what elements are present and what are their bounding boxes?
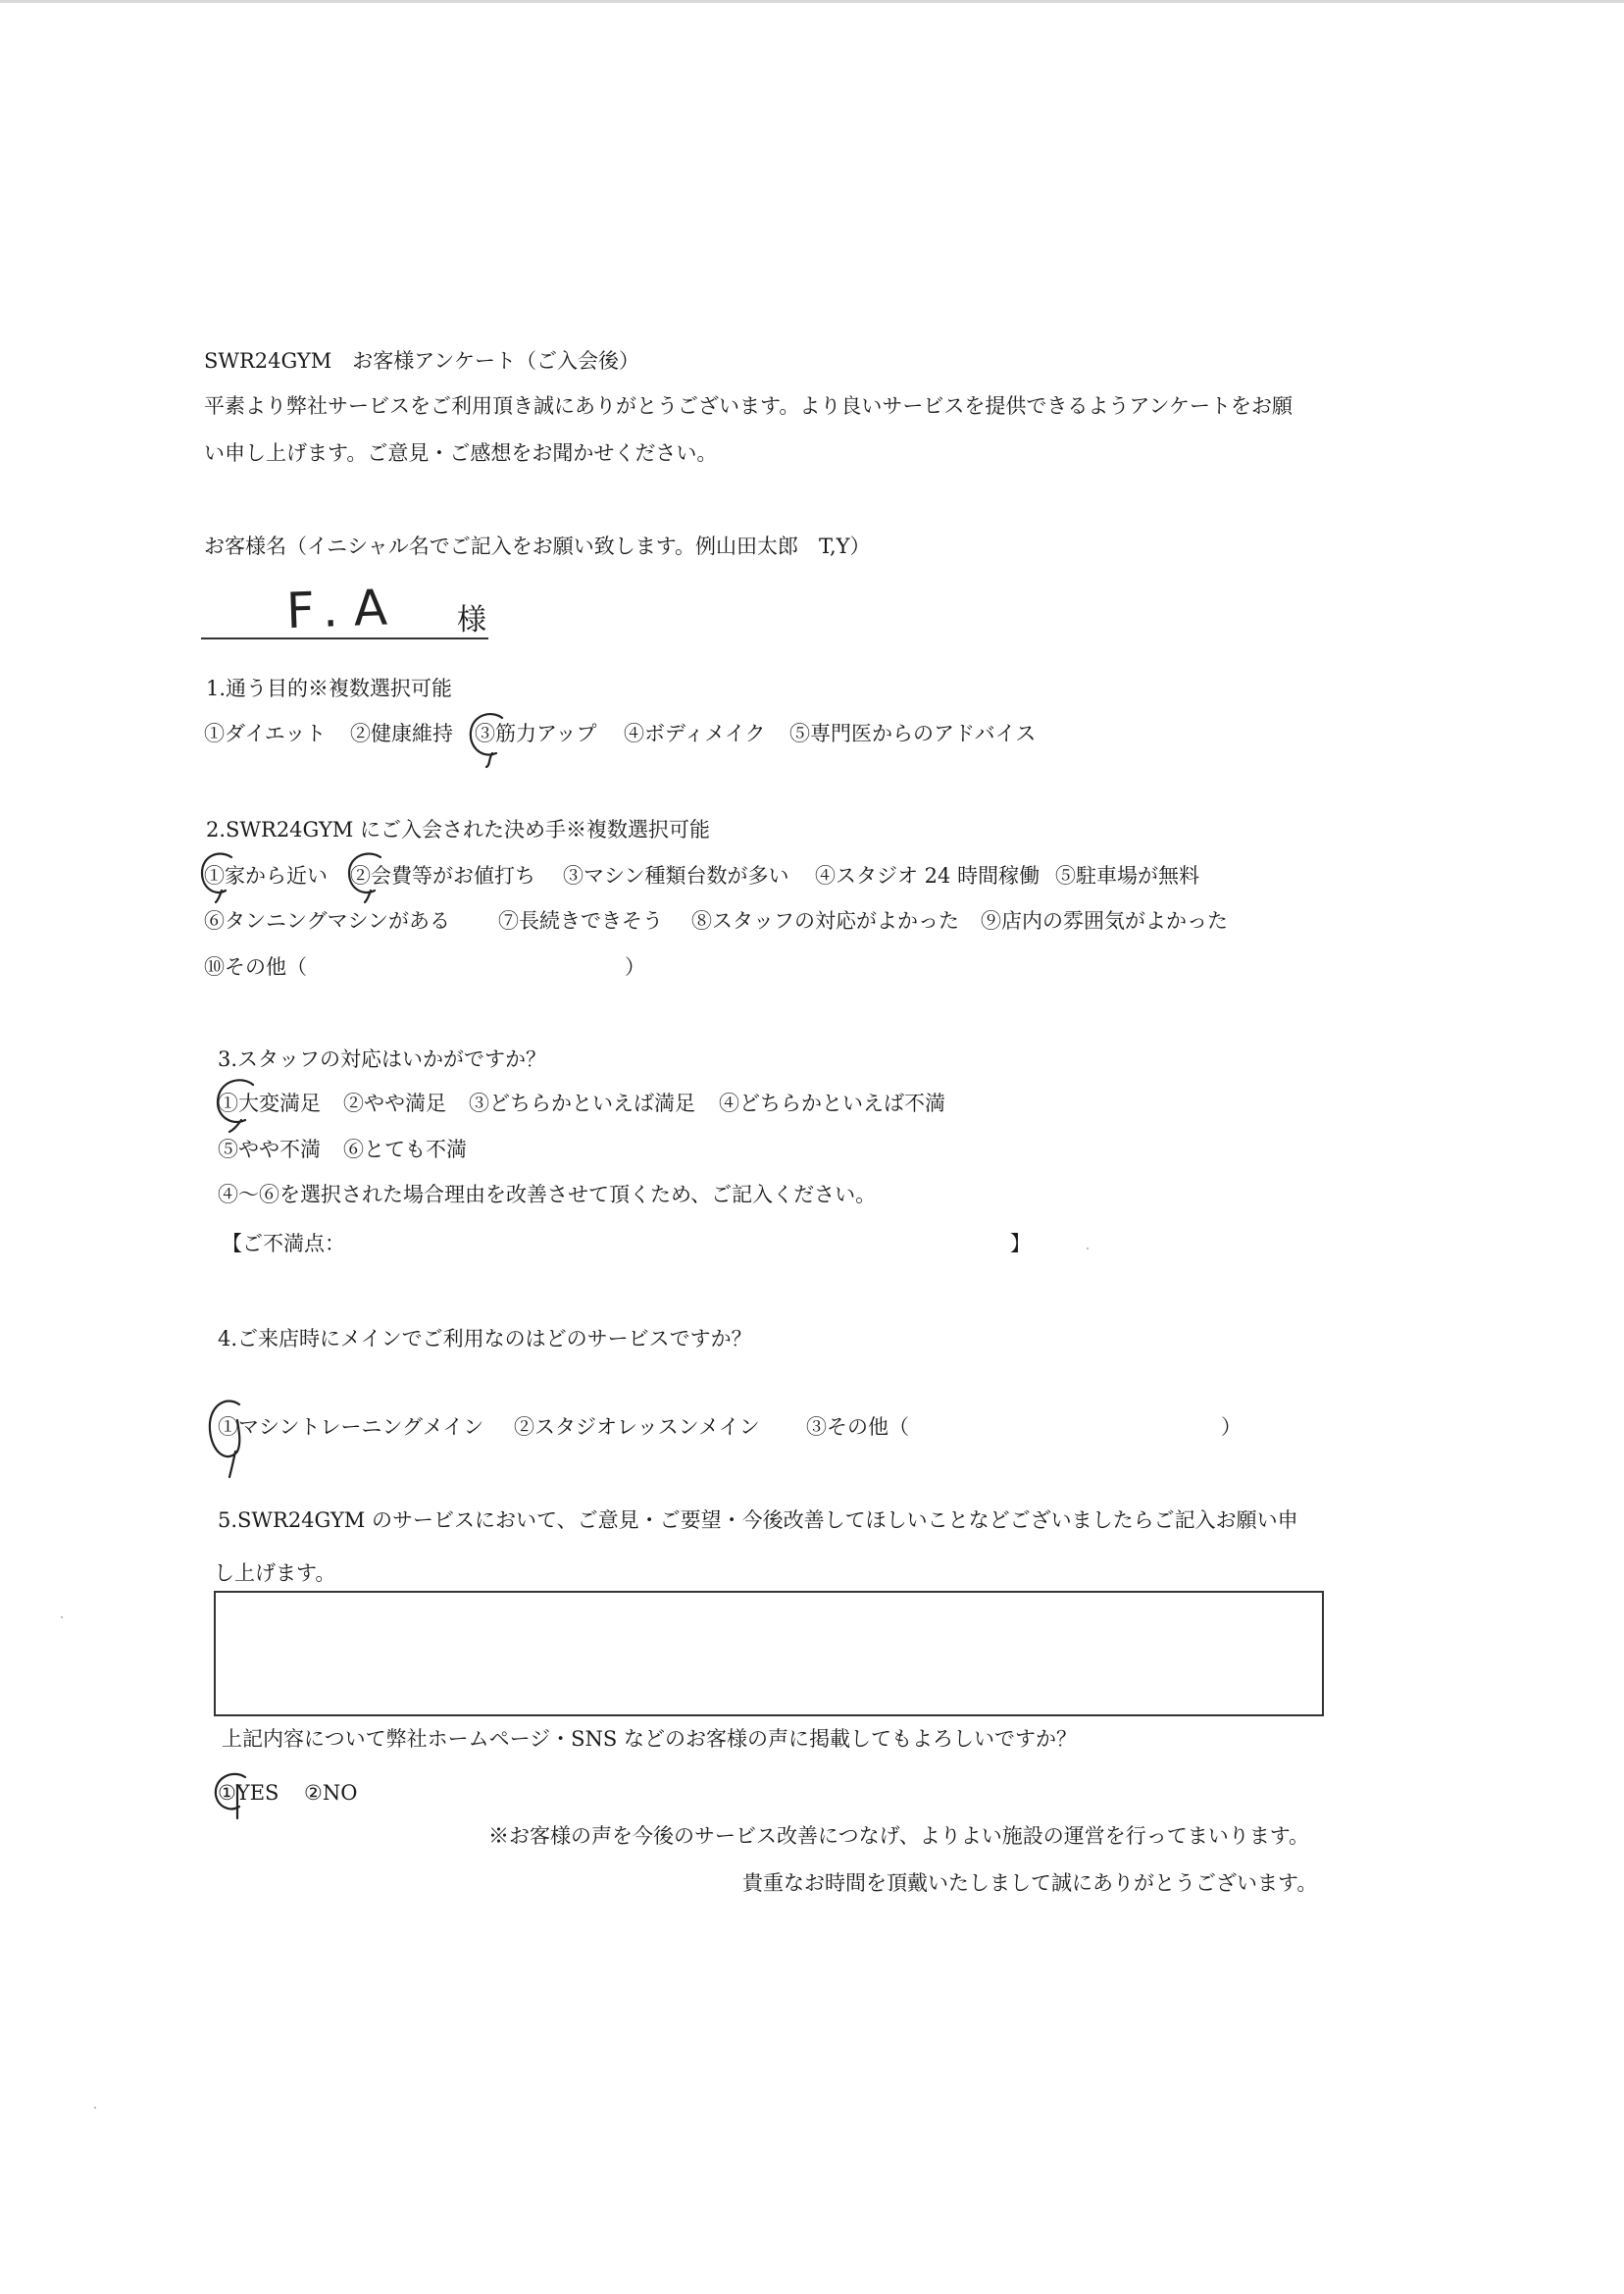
customer-name-label: お客様名（イニシャル名でご記入をお願い致します。例山田太郎 T,Y） <box>204 535 871 558</box>
q2-option-2: ②会費等がお値打ち <box>350 864 535 888</box>
q1-option-1: ①ダイエット <box>204 722 327 745</box>
q3-option-6: ⑥とても不満 <box>343 1138 467 1161</box>
scan-speck <box>61 1616 63 1618</box>
q2-option-7: ⑦長続きできそう <box>498 909 663 933</box>
q3-note: ④～⑥を選択された場合理由を改善させて頂くため、ご記入ください。 <box>218 1183 877 1206</box>
q4-option-3: ③その他（ <box>806 1415 909 1439</box>
q5-title-line-1: 5.SWR24GYM のサービスにおいて、ご意見・ご要望・今後改善してほしいことなどございましたらご記入お願い申 <box>218 1508 1298 1532</box>
scan-speck <box>1087 1248 1089 1249</box>
footer-line-1: ※お客様の声を今後のサービス改善につなげ、よりよい施設の運営を行ってまいります。 <box>488 1824 1310 1848</box>
q2-option-8: ⑧スタッフの対応がよかった <box>691 909 959 933</box>
q2-option-6: ⑥タンニングマシンがある <box>204 909 451 933</box>
q2-option-5: ⑤駐車場が無料 <box>1055 864 1199 888</box>
q3-option-3: ③どちらかといえば満足 <box>469 1092 695 1115</box>
consent-question: 上記内容について弊社ホームページ・SNS などのお客様の声に掲載してもよろしいですか？ <box>222 1727 1077 1751</box>
q2-other-close: ） <box>625 955 645 979</box>
q5-answer-box[interactable] <box>214 1591 1324 1716</box>
q3-option-2: ②やや満足 <box>343 1092 446 1115</box>
honorific: 様 <box>457 603 486 637</box>
q3-option-5: ⑤やや不満 <box>218 1138 321 1161</box>
intro-line-1: 平素より弊社サービスをご利用頂き誠にありがとうございます。より良いサービスを提供できるようアンケートをお願 <box>204 394 1294 418</box>
q4-other-close: ） <box>1221 1415 1242 1439</box>
q1-option-3: ③筋力アップ <box>475 722 597 745</box>
q2-option-1: ①家から近い <box>204 864 328 888</box>
q2-option-3: ③マシン種類台数が多い <box>563 864 789 888</box>
q3-option-1: ①大変満足 <box>218 1092 321 1115</box>
q3-title: 3.スタッフの対応はいかがですか？ <box>218 1047 547 1071</box>
consent-no: ②NO <box>304 1781 358 1805</box>
q1-option-4: ④ボディメイク <box>624 722 766 745</box>
q3-complaint-close: 】 <box>1010 1232 1031 1255</box>
q2-option-9: ⑨店内の雰囲気がよかった <box>981 909 1228 933</box>
q5-title-line-2: し上げます。 <box>214 1561 336 1585</box>
q1-option-5: ⑤専門医からのアドバイス <box>789 722 1037 745</box>
q2-option-4: ④スタジオ 24 時間稼働 <box>815 864 1040 888</box>
name-underline <box>201 637 488 639</box>
q1-title: 1.通う目的※複数選択可能 <box>206 677 453 700</box>
q2-title: 2.SWR24GYM にご入会された決め手※複数選択可能 <box>206 818 710 841</box>
handwritten-initials: F.A <box>285 578 404 640</box>
scan-speck <box>94 2107 96 2109</box>
q4-option-2: ②スタジオレッスンメイン <box>514 1415 760 1439</box>
q3-option-4: ④どちらかといえば不満 <box>719 1092 945 1115</box>
q2-option-10: ⑩その他（ <box>204 955 307 979</box>
consent-yes: ①YES <box>218 1781 279 1805</box>
survey-title: SWR24GYM お客様アンケート（ご入会後） <box>204 349 640 373</box>
intro-line-2: い申し上げます。ご意見・ご感想をお聞かせください。 <box>204 441 718 465</box>
q4-option-1: ①マシントレーニングメイン <box>218 1415 484 1439</box>
q1-option-2: ②健康維持 <box>350 722 453 745</box>
scan-edge <box>0 0 1624 3</box>
q4-title: 4.ご来店時にメインでご利用なのはどのサービスですか？ <box>218 1327 752 1351</box>
q3-complaint-label: 【ご不満点： <box>222 1232 345 1255</box>
footer-line-2: 貴重なお時間を頂戴いたしまして誠にありがとうございます。 <box>742 1871 1318 1895</box>
